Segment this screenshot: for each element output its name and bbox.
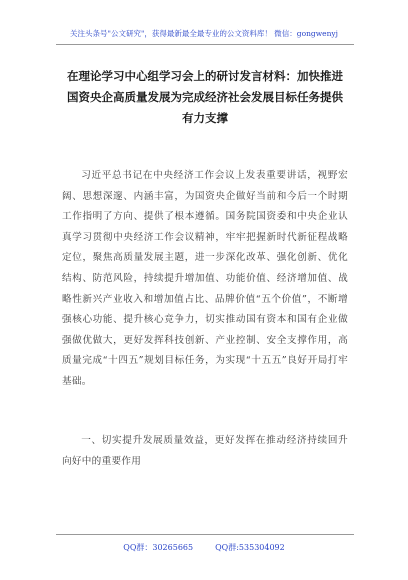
body-paragraph: 习近平总书记在中央经济工作会议上发表重要讲话，视野宏阔、思想深邃、内涵丰富，为国资央企做好当前和今后一个时期工作指明了方向、提供了根本遵循。国务院国资委和中央企业认真学习贯彻中央经济工作会议精神，牢牢把握新时代新征程战略定位，聚焦高质量发展主题，进一步深化改革、强化创新、优化结构、防范风险，持续提升增加值、功能价值、经济增加值、战略性新兴产业收入和增加值占比、品牌价值“五个价值”，不断增强核心功能、提升核心竞争力，切实推动国有资本和国有企业做强做优做大，更好发挥科技创新、产业控制、安全支撑作用，高质量完成“十四五”规划目标任务，为实现“十五五”良好开局打牢基础。 [62,170,348,387]
footer-qq-group-2: QQ群:535304092 [215,543,285,552]
section-heading-paragraph: 一、切实提升发展质量效益，更好发挥在推动经济持续回升向好中的重要作用 [62,435,348,467]
footer [0,542,408,553]
header-banner: 关注头条号"公文研究"，获得最新最全最专业的公文资料库！ 微信：gongwenyj [70,29,338,38]
document-title: 在理论学习中心组学习会上的研讨发言材料：加快推进国资央企高质量发展为完成经济社会发展目标任务提供有力支撑 [67,69,343,125]
footer-qq-group-1: QQ群：30265665 [123,543,194,552]
footer-divider [56,534,354,535]
header-divider [56,44,354,45]
